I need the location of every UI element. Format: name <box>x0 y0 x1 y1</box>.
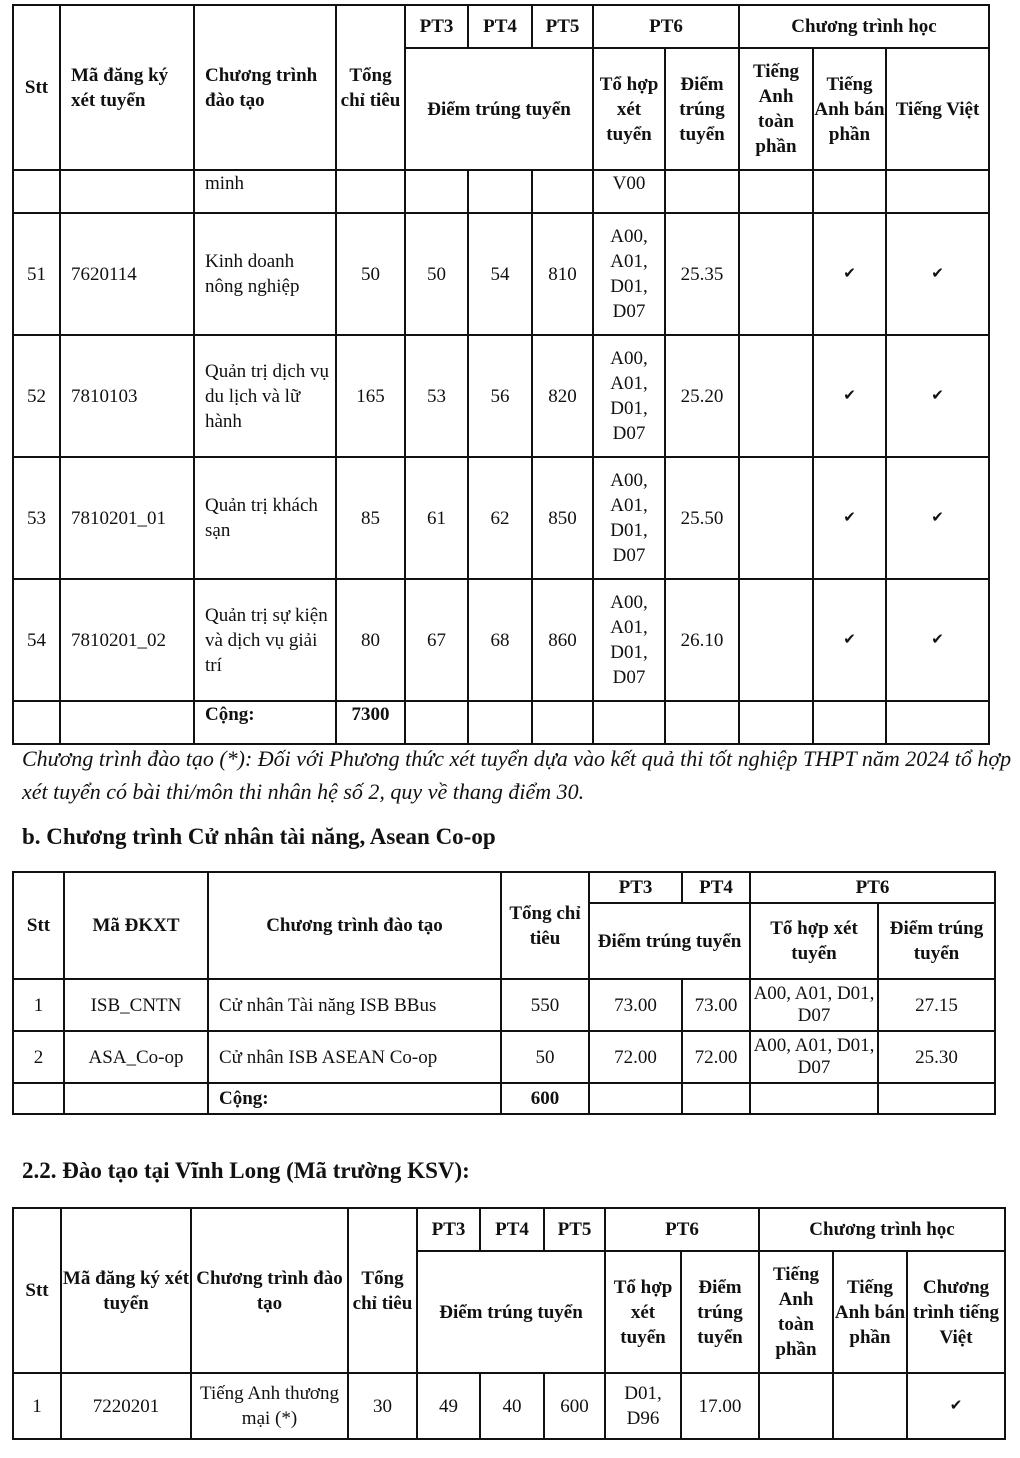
cell-tong: 80 <box>336 579 405 701</box>
check-icon: ✔ <box>886 457 989 579</box>
header-ct-tieng-viet: Chương trình tiếng Việt <box>907 1251 1005 1373</box>
header-diem-pt6: Điểm trúng tuyển <box>665 48 739 170</box>
cell-to-hop: A00, A01, D01, D07 <box>593 335 665 457</box>
cell-ta-toan-phan <box>759 1373 833 1439</box>
header-ta-ban-phan: Tiếng Anh bán phần <box>833 1251 907 1373</box>
cell-tong: 85 <box>336 457 405 579</box>
header-pt4: PT4 <box>480 1208 544 1251</box>
cell-ma: ISB_CNTN <box>64 979 208 1031</box>
cell-pt5: 860 <box>532 579 593 701</box>
cell-diem: 17.00 <box>681 1373 759 1439</box>
cell-to-hop: A00, A01, D01, D07 <box>593 457 665 579</box>
cell-tong: 50 <box>336 213 405 335</box>
cell-chuong-trinh: minh <box>194 170 336 213</box>
cell-pt4: 72.00 <box>682 1031 750 1083</box>
cell-chuong-trinh: Tiếng Anh thương mại (*) <box>191 1373 348 1439</box>
cell-pt4: 68 <box>468 579 532 701</box>
header-to-hop: Tổ hợp xét tuyển <box>593 48 665 170</box>
table-row <box>13 335 989 457</box>
header-pt5: PT5 <box>532 5 593 48</box>
cell-to-hop: V00 <box>593 170 665 213</box>
header-tong-chi-tieu: Tổng chỉ tiêu <box>501 872 589 979</box>
cell-tong: 30 <box>348 1373 417 1439</box>
cell-to-hop: D01, D96 <box>605 1373 681 1439</box>
cell-diem: 25.20 <box>665 335 739 457</box>
header-ta-toan-phan: Tiếng Anh toàn phần <box>759 1251 833 1373</box>
admission-table-talent <box>12 871 996 1115</box>
header-ma-dang-ky: Mã đăng ký xét tuyển <box>61 1208 191 1373</box>
header-chuong-trinh: Chương trình đào tạo <box>208 872 501 979</box>
check-icon: ✔ <box>886 335 989 457</box>
cell-ta-ban-phan <box>833 1373 907 1439</box>
cell-tong: 550 <box>501 979 589 1031</box>
cell-stt: 1 <box>13 1373 61 1439</box>
check-icon: ✔ <box>907 1373 1005 1439</box>
check-icon: ✔ <box>813 457 886 579</box>
header-to-hop: Tổ hợp xét tuyển <box>605 1251 681 1373</box>
header-diem-trung-tuyen: Điểm trúng tuyển <box>589 903 750 979</box>
cell-ma: 7810201_01 <box>60 457 194 579</box>
check-icon: ✔ <box>813 335 886 457</box>
table-row <box>13 457 989 579</box>
header-pt3: PT3 <box>589 872 682 903</box>
cell-diem: 27.15 <box>878 979 995 1031</box>
header-pt5: PT5 <box>544 1208 605 1251</box>
cell-to-hop: A00, A01, D01, D07 <box>750 1031 878 1083</box>
header-pt6: PT6 <box>750 872 995 903</box>
header-tieng-viet: Tiếng Việt <box>886 48 989 170</box>
table-row-continuation <box>13 170 989 213</box>
cell-to-hop: A00, A01, D01, D07 <box>593 213 665 335</box>
header-diem-pt6: Điểm trúng tuyển <box>878 903 995 979</box>
cell-pt5: 600 <box>544 1373 605 1439</box>
cell-stt: 1 <box>13 979 64 1031</box>
section-b-title: b. Chương trình Cử nhân tài năng, Asean Co-op <box>22 824 496 849</box>
cell-to-hop: A00, A01, D01, D07 <box>593 579 665 701</box>
table-row <box>13 979 995 1031</box>
cell-ta-toan-phan <box>739 213 813 335</box>
cell-diem: 25.30 <box>878 1031 995 1083</box>
header-pt6: PT6 <box>593 5 739 48</box>
cell-ta-toan-phan <box>739 457 813 579</box>
cell-pt3: 72.00 <box>589 1031 682 1083</box>
header-ma-dang-ky: Mã đăng ký xét tuyển <box>60 5 194 170</box>
table-row <box>13 1373 1005 1439</box>
cell-pt3: 49 <box>417 1373 480 1439</box>
cell-ma: 7810201_02 <box>60 579 194 701</box>
cell-stt: 2 <box>13 1031 64 1083</box>
cell-chuong-trinh: Kinh doanh nông nghiệp <box>194 213 336 335</box>
header-to-hop: Tổ hợp xét tuyển <box>750 903 878 979</box>
cell-chuong-trinh: Quản trị sự kiện và dịch vụ giải trí <box>194 579 336 701</box>
cell-pt4: 73.00 <box>682 979 750 1031</box>
cell-stt: 51 <box>13 213 60 335</box>
header-ma-dkxt: Mã ĐKXT <box>64 872 208 979</box>
header-pt3: PT3 <box>417 1208 480 1251</box>
cell-pt4: 62 <box>468 457 532 579</box>
cell-pt5: 810 <box>532 213 593 335</box>
table-total-row <box>13 701 989 744</box>
check-icon: ✔ <box>886 213 989 335</box>
cell-pt4: 56 <box>468 335 532 457</box>
cell-stt: 53 <box>13 457 60 579</box>
cell-pt3: 53 <box>405 335 468 457</box>
cell-to-hop: A00, A01, D01, D07 <box>750 979 878 1031</box>
header-pt4: PT4 <box>468 5 532 48</box>
cell-pt4: 40 <box>480 1373 544 1439</box>
total-label: Cộng: <box>208 1083 501 1114</box>
cell-pt5: 820 <box>532 335 593 457</box>
cell-chuong-trinh: Quản trị dịch vụ du lịch và lữ hành <box>194 335 336 457</box>
header-pt3: PT3 <box>405 5 468 48</box>
cell-pt3: 50 <box>405 213 468 335</box>
header-tong-chi-tieu: Tổng chỉ tiêu <box>348 1208 417 1373</box>
cell-ta-toan-phan <box>739 579 813 701</box>
cell-diem: 26.10 <box>665 579 739 701</box>
cell-chuong-trinh: Quản trị khách sạn <box>194 457 336 579</box>
check-icon: ✔ <box>813 213 886 335</box>
header-pt6: PT6 <box>605 1208 759 1251</box>
cell-ma: 7220201 <box>61 1373 191 1439</box>
cell-tong: 165 <box>336 335 405 457</box>
cell-diem: 25.35 <box>665 213 739 335</box>
cell-ma: ASA_Co-op <box>64 1031 208 1083</box>
header-pt4: PT4 <box>682 872 750 903</box>
header-diem-pt6: Điểm trúng tuyển <box>681 1251 759 1373</box>
header-stt: Stt <box>13 1208 61 1373</box>
cell-pt4: 54 <box>468 213 532 335</box>
section-22-title: 2.2. Đào tạo tại Vĩnh Long (Mã trường KSV): <box>22 1158 470 1183</box>
check-icon: ✔ <box>813 579 886 701</box>
admission-table-vinh-long <box>12 1207 1006 1440</box>
table-row <box>13 213 989 335</box>
header-diem-trung-tuyen: Điểm trúng tuyển <box>405 48 593 170</box>
admission-table-main <box>12 4 990 745</box>
header-ta-ban-phan: Tiếng Anh bán phần <box>813 48 886 170</box>
header-chuong-trinh-hoc: Chương trình học <box>739 5 989 48</box>
table-row <box>13 579 989 701</box>
cell-pt3: 61 <box>405 457 468 579</box>
header-diem-trung-tuyen: Điểm trúng tuyển <box>417 1251 605 1373</box>
total-label: Cộng: <box>194 701 336 744</box>
check-icon: ✔ <box>886 579 989 701</box>
cell-tong: 50 <box>501 1031 589 1083</box>
footnote: Chương trình đào tạo (*): Đối với Phương thức xét tuyển dựa vào kết quả thi tốt nghiệp THPT năm 2024 tổ hợp xét tuyển có bài thi/môn thi nhân hệ số 2, quy về thang điểm 30. <box>22 746 1012 804</box>
table-row <box>13 1031 995 1083</box>
cell-pt3: 73.00 <box>589 979 682 1031</box>
cell-pt3: 67 <box>405 579 468 701</box>
cell-ma: 7620114 <box>60 213 194 335</box>
cell-ta-toan-phan <box>739 335 813 457</box>
header-chuong-trinh: Chương trình đào tạo <box>194 5 336 170</box>
total-value: 7300 <box>336 701 405 744</box>
header-chuong-trinh-hoc: Chương trình học <box>759 1208 1005 1251</box>
cell-ma: 7810103 <box>60 335 194 457</box>
cell-pt5: 850 <box>532 457 593 579</box>
header-stt: Stt <box>13 872 64 979</box>
cell-chuong-trinh: Cử nhân Tài năng ISB BBus <box>208 979 501 1031</box>
header-stt: Stt <box>13 5 60 170</box>
cell-stt: 52 <box>13 335 60 457</box>
header-tong-chi-tieu: Tổng chỉ tiêu <box>336 5 405 170</box>
cell-diem: 25.50 <box>665 457 739 579</box>
table-total-row <box>13 1083 995 1114</box>
header-ta-toan-phan: Tiếng Anh toàn phần <box>739 48 813 170</box>
cell-stt: 54 <box>13 579 60 701</box>
cell-chuong-trinh: Cử nhân ISB ASEAN Co-op <box>208 1031 501 1083</box>
total-value: 600 <box>501 1083 589 1114</box>
header-chuong-trinh: Chương trình đào tạo <box>191 1208 348 1373</box>
